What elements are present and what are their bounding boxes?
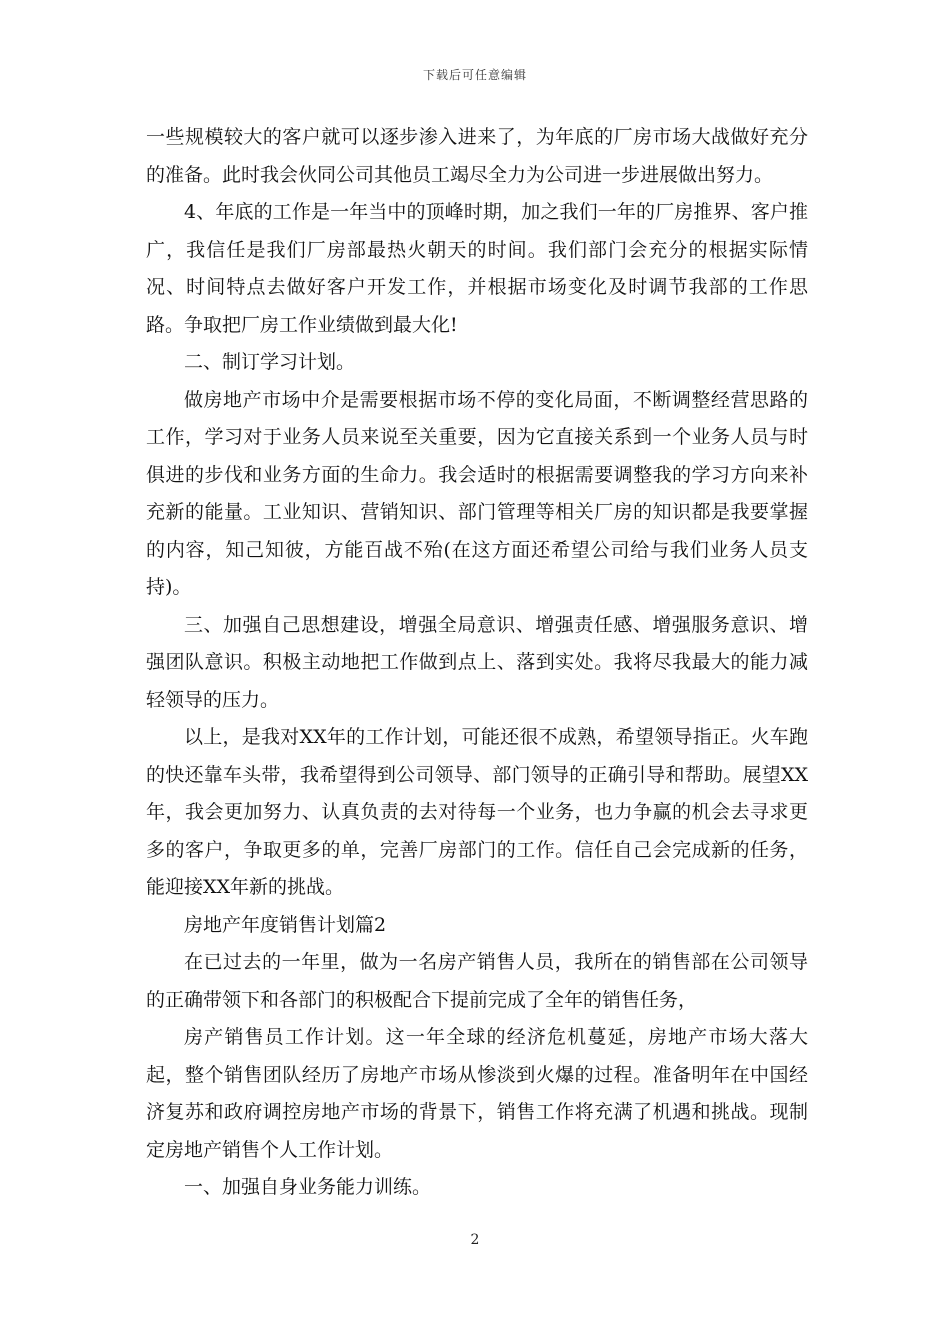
- paragraph-plan-overview: 房产销售员工作计划。这一年全球的经济危机蔓延，房地产市场大落大起，整个销售团队经历了房地产市场从惨淡到火爆的过程。准备明年在中国经济复苏和政府调控房地产市场的背景下，销售工作将充满了机遇和挑战。现制定房地产销售个人工作计划。: [146, 1026, 808, 1161]
- paragraph-intro: 在已过去的一年里，做为一名房产销售人员，我所在的销售部在公司领导的正确带领下和各部门的积极配合下提前完成了全年的销售任务，: [146, 951, 808, 1011]
- paragraph-conclusion: 以上，是我对XX年的工作计划，可能还很不成熟，希望领导指正。火车跑的快还靠车头带，我希望得到公司领导、部门领导的正确引导和帮助。展望XX年，我会更加努力、认真负责的去对待每一个业务，也力争赢的机会去寻求更多的客户，争取更多的单，完善厂房部门的工作。信任自己会完成新的任务，能迎接XX年新的挑战。: [146, 726, 808, 898]
- paragraph-learning: 做房地产市场中介是需要根据市场不停的变化局面，不断调整经营思路的工作，学习对于业务人员来说至关重要，因为它直接关系到一个业务人员与时俱进的步伐和业务方面的生命力。我会适时的根据需要调整我的学习方向来补充新的能量。工业知识、营销知识、部门管理等相关厂房的知识都是我要掌握的内容，知己知彼，方能百战不殆(在这方面还希望公司给与我们业务人员支持)。: [146, 388, 808, 598]
- article-title: 房地产年度销售计划篇2: [184, 913, 387, 936]
- section-heading-ideology: 三、加强自己思想建设，增强全局意识、增强责任感、增强服务意识、增强团队意识。积极主动地把工作做到点上、落到实处。我将尽我最大的能力减轻领导的压力。: [146, 613, 808, 711]
- paragraph-item-4: 4、年底的工作是一年当中的顶峰时期，加之我们一年的厂房推界、客户推广，我信任是我们厂房部最热火朝天的时间。我们部门会充分的根据实际情况、时间特点去做好客户开发工作，并根据市场变化及时调节我部的工作思路。争取把厂房工作业绩做到最大化!: [146, 201, 808, 336]
- document-body: [146, 119, 808, 1207]
- section-heading-learning-plan: 二、制订学习计划。: [184, 351, 356, 373]
- paragraph-continuation: 一些规模较大的客户就可以逐步渗入进来了，为年底的厂房市场大战做好充分的准备。此时我会伙同公司其他员工竭尽全力为公司进一步进展做出努力。: [146, 126, 808, 186]
- header-note: 下载后可任意编辑: [422, 68, 527, 82]
- page-number: 2: [470, 1232, 480, 1248]
- section-heading-skills: 一、加强自身业务能力训练。: [184, 1176, 432, 1198]
